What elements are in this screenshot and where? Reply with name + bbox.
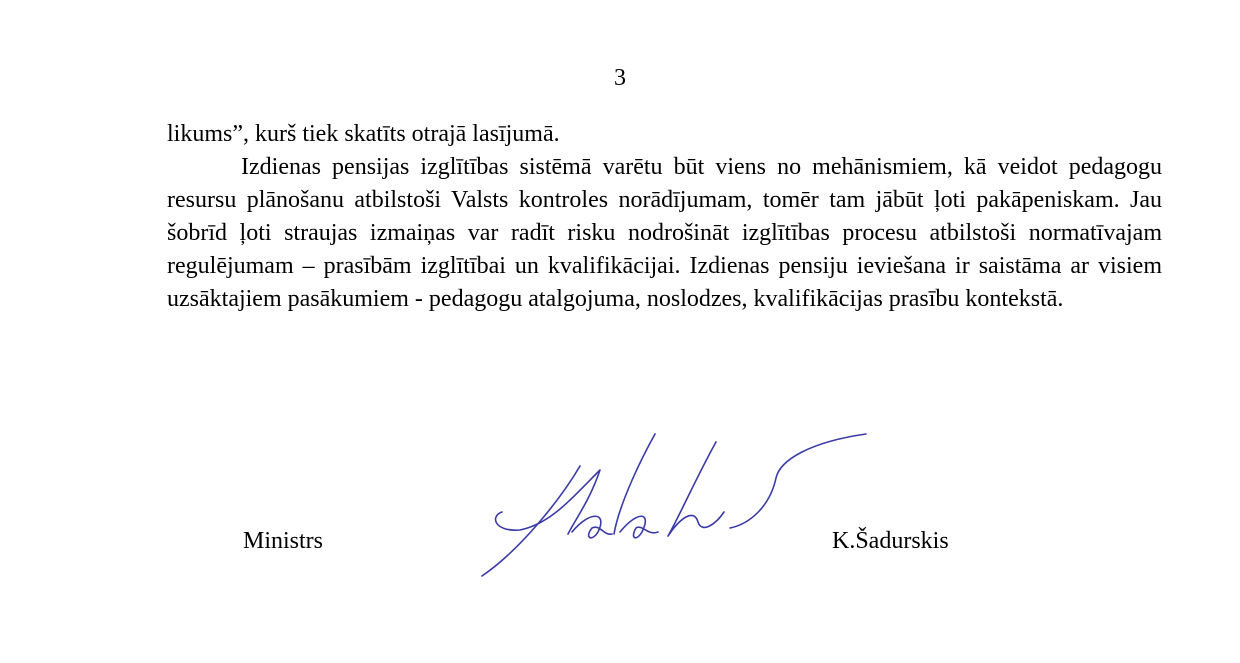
signature-stroke-a1 bbox=[572, 516, 612, 538]
signature-stroke-k-loop bbox=[496, 470, 600, 534]
handwritten-signature bbox=[480, 420, 880, 590]
signature-stroke-n bbox=[668, 442, 724, 536]
paragraph-continuation: likums”, kurš tiek skatīts otrajā lasījumā. bbox=[167, 121, 560, 147]
signatory-name: K.Šadurskis bbox=[832, 528, 949, 554]
signature-stroke-flourish bbox=[730, 434, 866, 528]
page-number: 3 bbox=[614, 65, 626, 91]
signatory-title: Ministrs bbox=[243, 528, 324, 554]
signature-stroke-a2 bbox=[620, 516, 658, 538]
paragraph-main: Izdienas pensijas izglītības sistēmā varētu būt viens no mehānismiem, kā veidot pedagogu resursu plānošanu atbilstoši Valsts kontroles norādījumam, tomēr tam jābūt ļoti pakāpeniskam. Jau šobrīd ļoti straujas izmaiņas var radīt risku nodrošināt izglītības procesu atbilstoši normatīvajam regulējumam – prasībām izglītībai un kvalifikācijai. Izdienas pensiju ieviešana ir saistāma ar visiem uzsāktajiem pasākumiem - pedagogu atalgojuma, noslodzes, kvalifikācijas prasību kontekstā. bbox=[167, 154, 1162, 312]
signature-stroke-k-stem bbox=[482, 466, 580, 576]
